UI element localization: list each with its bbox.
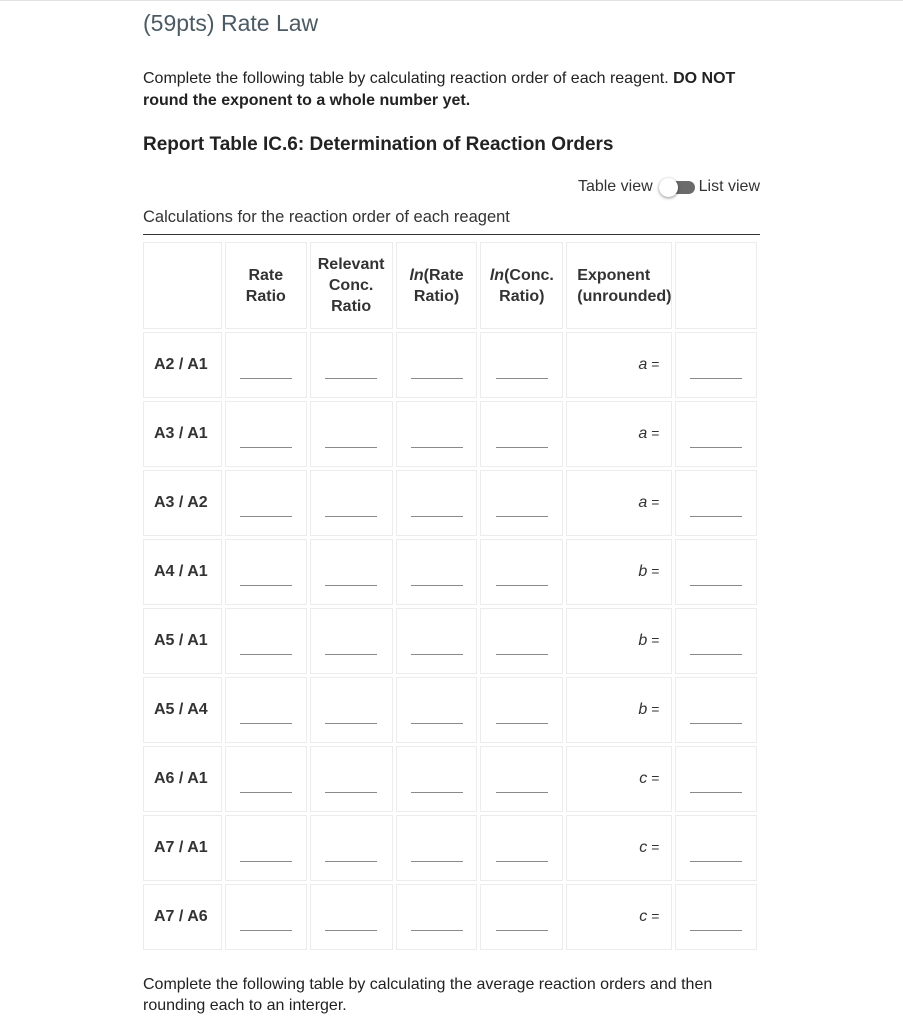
exponent-variable-label: [566, 815, 672, 881]
ln-rate-ratio-cell: [396, 470, 478, 536]
equals-sign: =: [651, 632, 660, 648]
header-rate-ratio: Rate Ratio: [225, 242, 306, 329]
ln-rate-ratio-input[interactable]: [411, 774, 463, 793]
row-ratio-label: A3 / A2: [143, 470, 222, 536]
conc-ratio-cell: [310, 539, 393, 605]
ln-conc-ratio-input[interactable]: [496, 774, 548, 793]
conc-ratio-input[interactable]: [325, 498, 377, 517]
exponent-value-input[interactable]: [690, 912, 742, 931]
rate-ratio-input[interactable]: [240, 843, 292, 862]
exponent-variable-label: [566, 401, 672, 467]
report-table-title: Report Table IC.6: Determination of Reaction Orders: [143, 134, 614, 155]
view-toggle: [578, 178, 760, 196]
average-orders-instructions: Complete the following table by calculating the average reaction orders and then rounding each to an interger.: [143, 976, 713, 1014]
conc-ratio-input[interactable]: [325, 774, 377, 793]
table-row: [143, 470, 757, 536]
exponent-variable: c: [639, 839, 648, 856]
conc-ratio-cell: [310, 815, 393, 881]
conc-ratio-input[interactable]: [325, 912, 377, 931]
equals-sign: =: [651, 356, 660, 372]
rate-ratio-input[interactable]: [240, 567, 292, 586]
row-ratio-label: A5 / A4: [143, 677, 222, 743]
equals-sign: =: [651, 839, 660, 855]
ln-conc-ratio-input[interactable]: [496, 912, 548, 931]
row-ratio-label: A4 / A1: [143, 539, 222, 605]
exponent-value-input[interactable]: [690, 498, 742, 517]
equals-sign: =: [651, 770, 660, 786]
ln-conc-ratio-cell: [480, 884, 563, 950]
conc-ratio-input[interactable]: [325, 705, 377, 724]
rate-ratio-cell: [225, 746, 306, 812]
ln-rate-ratio-input[interactable]: [411, 567, 463, 586]
conc-ratio-cell: [310, 746, 393, 812]
exponent-value-input[interactable]: [690, 360, 742, 379]
rate-ratio-cell: [225, 470, 306, 536]
exponent-variable-label: [566, 746, 672, 812]
ln-rate-ratio-input[interactable]: [411, 912, 463, 931]
conc-ratio-input[interactable]: [325, 636, 377, 655]
rate-ratio-input[interactable]: [240, 705, 292, 724]
row-ratio-label: A7 / A1: [143, 815, 222, 881]
rate-ratio-cell: [225, 677, 306, 743]
rate-ratio-input[interactable]: [240, 498, 292, 517]
conc-ratio-cell: [310, 884, 393, 950]
conc-ratio-cell: [310, 401, 393, 467]
equals-sign: =: [651, 701, 660, 717]
ln-conc-ratio-input[interactable]: [496, 636, 548, 655]
exponent-value-input[interactable]: [690, 636, 742, 655]
rate-ratio-cell: [225, 884, 306, 950]
exponent-variable-label: [566, 332, 672, 398]
exponent-value-cell: [675, 470, 757, 536]
conc-ratio-cell: [310, 677, 393, 743]
equals-sign: =: [651, 563, 660, 579]
ln-conc-ratio-cell: [480, 401, 563, 467]
ln-rate-ratio-cell: [396, 815, 478, 881]
rate-ratio-cell: [225, 608, 306, 674]
rate-ratio-input[interactable]: [240, 774, 292, 793]
header-ratio-label: [143, 242, 222, 329]
exponent-variable: c: [639, 908, 648, 925]
ln-rate-ratio-input[interactable]: [411, 429, 463, 448]
table-row: [143, 746, 757, 812]
rate-ratio-input[interactable]: [240, 912, 292, 931]
conc-ratio-input[interactable]: [325, 360, 377, 379]
rate-ratio-cell: [225, 332, 306, 398]
exponent-variable: b: [638, 632, 648, 649]
table-row: [143, 332, 757, 398]
ln-rate-ratio-input[interactable]: [411, 498, 463, 517]
rate-ratio-cell: [225, 401, 306, 467]
exponent-value-cell: [675, 539, 757, 605]
conc-ratio-input[interactable]: [325, 567, 377, 586]
instructions-plain: Complete the following table by calculating reaction order of each reagent.: [143, 70, 674, 87]
ln-conc-ratio-input[interactable]: [496, 429, 548, 448]
conc-ratio-input[interactable]: [325, 429, 377, 448]
exponent-variable-label: [566, 884, 672, 950]
table-row: [143, 884, 757, 950]
ln-conc-ratio-cell: [480, 815, 563, 881]
exponent-value-input[interactable]: [690, 774, 742, 793]
exponent-variable: a: [638, 356, 648, 373]
exponent-value-input[interactable]: [690, 429, 742, 448]
header-relevant-conc-ratio: Relevant Conc. Ratio: [310, 242, 393, 329]
exponent-variable: b: [638, 701, 648, 718]
top-divider: [0, 0, 903, 1]
ln-conc-ratio-cell: [480, 332, 563, 398]
ln-conc-ratio-cell: [480, 746, 563, 812]
exponent-value-input[interactable]: [690, 843, 742, 862]
header-exponent: Exponent (unrounded): [566, 242, 672, 329]
ln-conc-ratio-cell: [480, 608, 563, 674]
exponent-value-cell: [675, 746, 757, 812]
exponent-value-input[interactable]: [690, 567, 742, 586]
row-ratio-label: A5 / A1: [143, 608, 222, 674]
header-row: [143, 242, 757, 329]
table-caption: Calculations for the reaction order of each reagent: [143, 208, 760, 235]
ln-conc-ratio-cell: [480, 539, 563, 605]
ln-rate-ratio-input[interactable]: [411, 636, 463, 655]
exponent-value-cell: [675, 884, 757, 950]
exponent-variable: c: [639, 770, 648, 787]
section-title: (59pts) Rate Law: [143, 10, 319, 36]
rate-ratio-cell: [225, 539, 306, 605]
exponent-variable: a: [638, 494, 648, 511]
ln-rate-ratio-input[interactable]: [411, 705, 463, 724]
header-ln-rate-ratio: ln(Rate Ratio): [396, 242, 478, 329]
exponent-value-cell: [675, 332, 757, 398]
table-row: [143, 608, 757, 674]
view-toggle-switch[interactable]: [659, 178, 695, 196]
exponent-variable-label: [566, 608, 672, 674]
exponent-variable-label: [566, 539, 672, 605]
exponent-variable: b: [638, 563, 648, 580]
header-exponent-value: [675, 242, 757, 329]
toggle-knob: [659, 178, 678, 197]
conc-ratio-cell: [310, 608, 393, 674]
exponent-value-cell: [675, 608, 757, 674]
ln-rate-ratio-cell: [396, 608, 478, 674]
exponent-variable: a: [638, 425, 648, 442]
ln-rate-ratio-input[interactable]: [411, 843, 463, 862]
conc-ratio-cell: [310, 470, 393, 536]
instructions-bold: DO NOT round the exponent to a whole number yet.: [143, 70, 736, 109]
ln-rate-ratio-cell: [396, 746, 478, 812]
list-view-label[interactable]: List view: [698, 178, 760, 195]
row-ratio-label: A2 / A1: [143, 332, 222, 398]
ln-rate-ratio-cell: [396, 884, 478, 950]
exponent-variable-label: [566, 470, 672, 536]
rate-ratio-input[interactable]: [240, 636, 292, 655]
instructions-text: [143, 68, 768, 112]
row-ratio-label: A6 / A1: [143, 746, 222, 812]
ln-conc-ratio-input[interactable]: [496, 360, 548, 379]
ln-rate-ratio-input[interactable]: [411, 360, 463, 379]
row-ratio-label: A3 / A1: [143, 401, 222, 467]
ln-conc-ratio-input[interactable]: [496, 567, 548, 586]
ln-rate-ratio-cell: [396, 677, 478, 743]
table-row: [143, 539, 757, 605]
rate-ratio-input[interactable]: [240, 429, 292, 448]
exponent-value-input[interactable]: [690, 705, 742, 724]
conc-ratio-input[interactable]: [325, 843, 377, 862]
ln-rate-ratio-cell: [396, 539, 478, 605]
ln-conc-ratio-cell: [480, 677, 563, 743]
table-view-label[interactable]: Table view: [577, 178, 653, 195]
exponent-value-cell: [675, 815, 757, 881]
equals-sign: =: [651, 908, 660, 924]
ln-rate-ratio-cell: [396, 332, 478, 398]
rate-ratio-input[interactable]: [240, 360, 292, 379]
row-ratio-label: A7 / A6: [143, 884, 222, 950]
ln-conc-ratio-input[interactable]: [496, 705, 548, 724]
equals-sign: =: [651, 425, 660, 441]
rate-ratio-cell: [225, 815, 306, 881]
exponent-variable-label: [566, 677, 672, 743]
ln-conc-ratio-input[interactable]: [496, 498, 548, 517]
table-row: [143, 401, 757, 467]
ln-rate-ratio-cell: [396, 401, 478, 467]
equals-sign: =: [651, 494, 660, 510]
reaction-order-table: [140, 239, 760, 953]
conc-ratio-cell: [310, 332, 393, 398]
exponent-value-cell: [675, 677, 757, 743]
exponent-value-cell: [675, 401, 757, 467]
ln-conc-ratio-input[interactable]: [496, 843, 548, 862]
ln-conc-ratio-cell: [480, 470, 563, 536]
table-row: [143, 815, 757, 881]
header-ln-conc-ratio: ln(Conc. Ratio): [480, 242, 563, 329]
table-row: [143, 677, 757, 743]
